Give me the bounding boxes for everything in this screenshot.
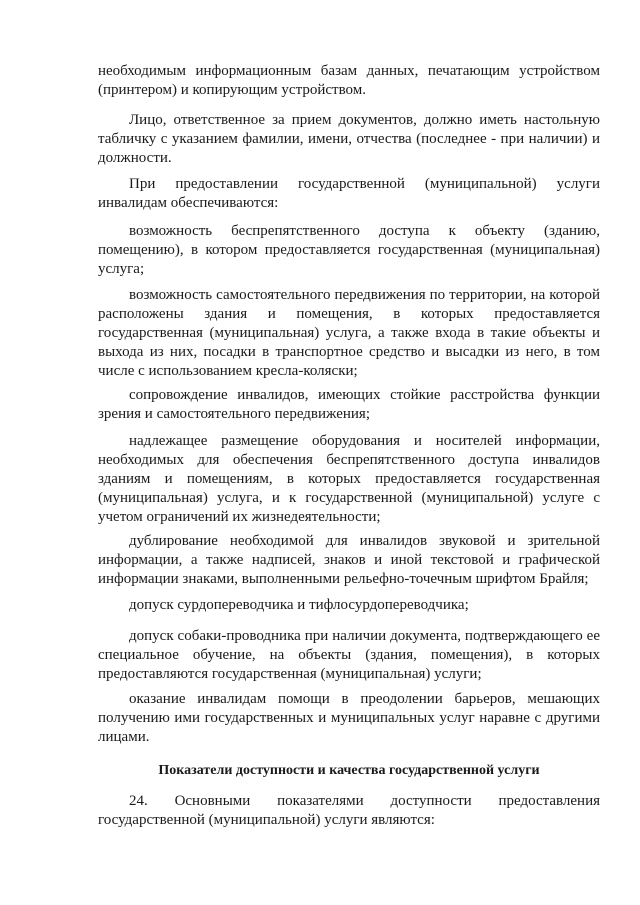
paragraph-duplication-braille: дублирование необходимой для инвалидов звуковой и зрительной информации, а также надписей, знаков и иной текстовой и графической информации знаками, выполненными рельефно-точечным шрифтом Брайля; — [98, 533, 600, 587]
paragraph-assistance: оказание инвалидам помощи в преодолении барьеров, мешающих получению ими государственных и муниципальных услуг наравне с другими лицами. — [98, 691, 600, 745]
paragraph-equipment-placement: надлежащее размещение оборудования и носителей информации, необходимых для обеспечения беспрепятственного доступа инвалидов зданиям и помещениям, в которых предоставляется государственная (муниципальная) услуга, и к государственной (муниципальной) услуге с учетом ограничений их жизнедеятельности; — [98, 433, 600, 525]
paragraph-barrier-free-access: возможность беспрепятственного доступа к объекту (зданию, помещению), в котором предоставляется государственная (муниципальная) услуга; — [98, 223, 600, 277]
section-heading: Показатели доступности и качества государственной услуги — [158, 763, 540, 778]
paragraph-item-24: 24. Основными показателями доступности предоставления государственной (муниципальной) услуги являются: — [98, 793, 600, 828]
paragraph-continuation: необходимым информационным базам данных, печатающим устройством (принтером) и копирующим устройством. — [98, 63, 600, 98]
paragraph-guide-dog: допуск собаки-проводника при наличии документа, подтверждающего ее специальное обучение, на объекты (здания, помещения), в которых предоставляются государственная (муниципальная) услуги; — [98, 628, 600, 682]
paragraph-disabled-provisions-intro: При предоставлении государственной (муниципальной) услуги инвалидам обеспечиваются: — [98, 176, 600, 211]
paragraph-responsible-person: Лицо, ответственное за прием документов, должно иметь настольную табличку с указанием фамилии, имени, отчества (последнее - при наличии) и должности. — [98, 112, 600, 166]
paragraph-sign-interpreter: допуск сурдопереводчика и тифлосурдопереводчика; — [129, 597, 469, 613]
paragraph-independent-movement: возможность самостоятельного передвижения по территории, на которой расположены здания и помещения, в которых предоставляется государственная (муниципальная) услуга, а также входа в такие объекты и выхода из них, посадки в транспортное средство и высадки из него, в том числе с использованием кресла-коляски; — [98, 287, 600, 379]
paragraph-escort: сопровождение инвалидов, имеющих стойкие расстройства функции зрения и самостоятельного передвижения; — [98, 387, 600, 422]
